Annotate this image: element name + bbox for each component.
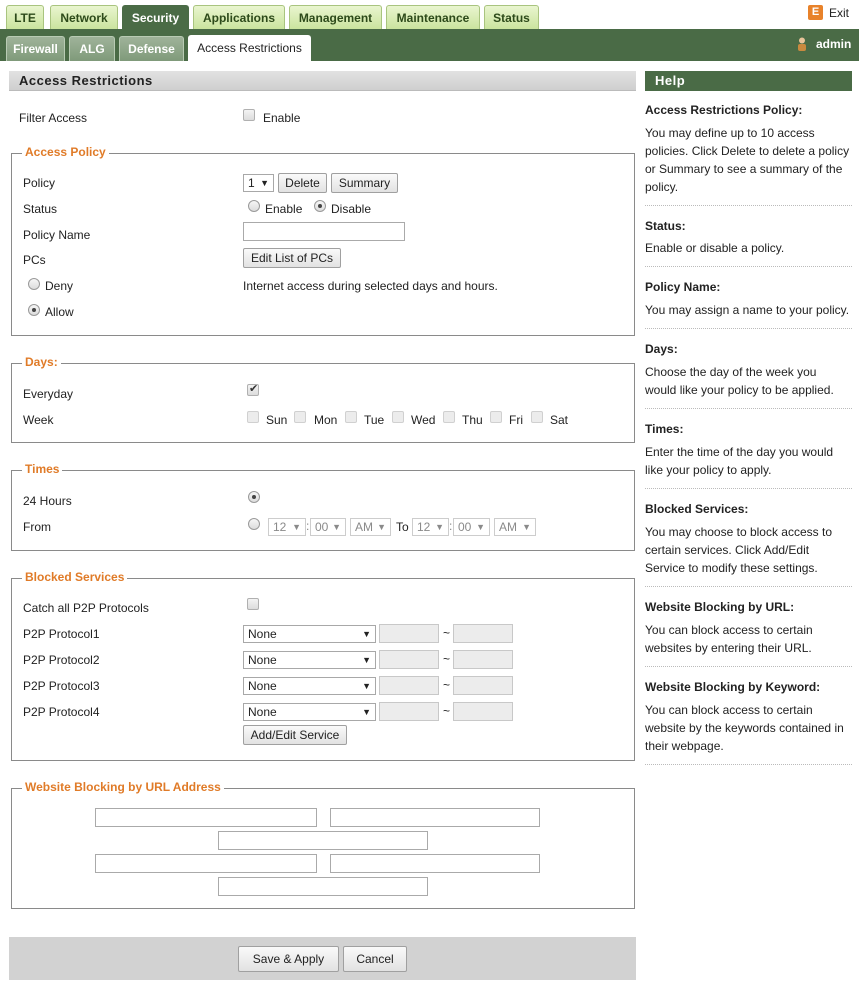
url-input-6[interactable] <box>218 877 428 896</box>
subtab-access-restrictions[interactable]: Access Restrictions <box>188 35 311 61</box>
from-label: From <box>23 520 51 534</box>
deny-label: Deny <box>45 279 74 293</box>
help-divider <box>645 666 852 667</box>
filter-access-label: Filter Access <box>19 111 88 125</box>
tab-lte[interactable]: LTE <box>6 5 44 30</box>
subtab-defense[interactable]: Defense <box>119 36 184 61</box>
sun-label: Sun <box>266 413 288 427</box>
filter-enable-label: Enable <box>263 111 301 125</box>
p2p-protocol2-select[interactable]: None ▼ <box>243 651 376 669</box>
thu-checkbox[interactable] <box>443 411 455 423</box>
help-section-title: Status: <box>645 219 686 233</box>
user-icon <box>797 37 807 51</box>
times-legend: Times <box>22 462 62 476</box>
p2p-protocol4-label: P2P Protocol4 <box>23 705 100 719</box>
url-input-1[interactable] <box>95 808 317 827</box>
help-section-title: Website Blocking by URL: <box>645 600 795 614</box>
pcs-label: PCs <box>23 253 46 267</box>
delete-button[interactable]: Delete <box>278 173 327 193</box>
help-section-text: Enable or disable a policy. <box>645 241 785 255</box>
help-section-text: You can block access to certain websites by entering their URL. <box>645 623 813 655</box>
sat-checkbox[interactable] <box>531 411 543 423</box>
edit-list-of-pcs-button[interactable]: Edit List of PCs <box>243 248 341 268</box>
fri-checkbox[interactable] <box>490 411 502 423</box>
week-label: Week <box>23 413 54 427</box>
deny-radio[interactable] <box>28 278 40 290</box>
url-input-2[interactable] <box>330 808 540 827</box>
p2p-protocol4-port-end[interactable] <box>453 702 513 721</box>
to-colon: : <box>449 519 453 533</box>
p2p-protocol3-label: P2P Protocol3 <box>23 679 100 693</box>
help-section-title: Times: <box>645 422 684 436</box>
days-group <box>11 355 635 443</box>
admin-user-label: admin <box>816 37 852 51</box>
exit-icon[interactable]: E <box>808 5 823 20</box>
page-title: Access Restrictions <box>9 71 636 91</box>
from-hour-select[interactable]: 12 ▼ <box>268 518 306 536</box>
status-label: Status <box>23 202 58 216</box>
internet-access-text: Internet access during selected days and hours. <box>243 279 498 293</box>
help-section-text: You may define up to 10 access policies. Click Delete to delete a policy or Summary to see a summary of the policy. <box>645 126 850 194</box>
tilde: ~ <box>443 678 451 692</box>
to-label: To <box>396 520 409 534</box>
p2p-protocol3-port-start[interactable] <box>379 676 439 695</box>
mon-checkbox[interactable] <box>294 411 306 423</box>
subtab-alg[interactable]: ALG <box>69 36 115 61</box>
blocked-services-legend: Blocked Services <box>22 570 127 584</box>
help-section-text: You may assign a name to your policy. <box>645 303 850 317</box>
help-section-text: You can block access to certain website by the keywords contained in their webpage. <box>645 703 844 753</box>
days-legend: Days: <box>22 355 61 369</box>
policy-label: Policy <box>23 176 56 190</box>
from-minute-select[interactable]: 00 ▼ <box>310 518 346 536</box>
status-disable-label: Disable <box>331 202 372 216</box>
sat-label: Sat <box>550 413 569 427</box>
help-section-title: Website Blocking by Keyword: <box>645 680 821 694</box>
help-section-title: Policy Name: <box>645 280 721 294</box>
help-divider <box>645 266 852 267</box>
24-hours-radio[interactable] <box>248 491 260 503</box>
to-minute-select[interactable]: 00 ▼ <box>453 518 490 536</box>
tab-management[interactable]: Management <box>289 5 382 30</box>
filter-access-checkbox[interactable] <box>243 109 255 121</box>
help-divider <box>645 408 852 409</box>
allow-label: Allow <box>45 305 74 319</box>
subtab-firewall[interactable]: Firewall <box>6 36 65 61</box>
tilde: ~ <box>443 626 451 640</box>
url-input-3[interactable] <box>218 831 428 850</box>
thu-label: Thu <box>462 413 483 427</box>
help-section-text: Enter the time of the day you would like your policy to apply. <box>645 445 834 477</box>
help-divider <box>645 328 852 329</box>
help-section-title: Access Restrictions Policy: <box>645 103 803 117</box>
p2p-protocol4-port-start[interactable] <box>379 702 439 721</box>
p2p-protocol3-port-end[interactable] <box>453 676 513 695</box>
summary-button[interactable]: Summary <box>331 173 398 193</box>
status-enable-label: Enable <box>265 202 303 216</box>
everyday-checkbox[interactable] <box>247 384 259 396</box>
url-input-4[interactable] <box>95 854 317 873</box>
p2p-protocol3-select[interactable]: None ▼ <box>243 677 376 695</box>
wed-label: Wed <box>411 413 436 427</box>
to-ampm-select[interactable]: AM ▼ <box>494 518 536 536</box>
tue-label: Tue <box>364 413 385 427</box>
status-disable-radio[interactable] <box>314 200 326 212</box>
from-colon: : <box>306 519 310 533</box>
tab-security[interactable]: Security <box>122 5 189 30</box>
exit-link[interactable]: Exit <box>829 6 850 20</box>
status-enable-radio[interactable] <box>248 200 260 212</box>
tilde: ~ <box>443 704 451 718</box>
cancel-button[interactable]: Cancel <box>343 946 407 972</box>
to-hour-select[interactable]: 12 ▼ <box>412 518 449 536</box>
tab-network[interactable]: Network <box>50 5 118 30</box>
catch-all-p2p-checkbox[interactable] <box>247 598 259 610</box>
help-section-title: Days: <box>645 342 678 356</box>
catch-all-p2p-label: Catch all P2P Protocols <box>23 601 149 615</box>
p2p-protocol1-select[interactable]: None ▼ <box>243 625 376 643</box>
p2p-protocol4-select[interactable]: None ▼ <box>243 703 376 721</box>
url-input-5[interactable] <box>330 854 540 873</box>
help-divider <box>645 586 852 587</box>
p2p-protocol2-port-start[interactable] <box>379 650 439 669</box>
help-divider <box>645 488 852 489</box>
tue-checkbox[interactable] <box>345 411 357 423</box>
from-ampm-select[interactable]: AM ▼ <box>350 518 391 536</box>
policy-select[interactable]: 1 ▼ <box>243 174 274 192</box>
help-title: Help <box>645 71 852 91</box>
sun-checkbox[interactable] <box>247 411 259 423</box>
access-policy-legend: Access Policy <box>22 145 109 159</box>
tab-applications[interactable]: Applications <box>193 5 285 30</box>
allow-radio[interactable] <box>28 304 40 316</box>
from-radio[interactable] <box>248 518 260 530</box>
tab-status[interactable]: Status <box>484 5 539 30</box>
p2p-protocol2-port-end[interactable] <box>453 650 513 669</box>
p2p-protocol1-label: P2P Protocol1 <box>23 627 100 641</box>
add-edit-service-button[interactable]: Add/Edit Service <box>243 725 347 745</box>
tab-maintenance[interactable]: Maintenance <box>386 5 480 30</box>
save-apply-button[interactable]: Save & Apply <box>238 946 339 972</box>
p2p-protocol2-label: P2P Protocol2 <box>23 653 100 667</box>
policy-name-input[interactable] <box>243 222 405 241</box>
tilde: ~ <box>443 652 451 666</box>
24-hours-label: 24 Hours <box>23 494 72 508</box>
everyday-label: Everyday <box>23 387 74 401</box>
mon-label: Mon <box>314 413 338 427</box>
url-blocking-legend: Website Blocking by URL Address <box>22 780 224 794</box>
fri-label: Fri <box>509 413 523 427</box>
help-divider <box>645 205 852 206</box>
help-section-text: Choose the day of the week you would like your policy to be applied. <box>645 365 834 397</box>
policy-name-label: Policy Name <box>23 228 91 242</box>
help-divider <box>645 764 852 765</box>
help-section-title: Blocked Services: <box>645 502 749 516</box>
times-group <box>11 462 635 551</box>
p2p-protocol1-port-start[interactable] <box>379 624 439 643</box>
help-section-text: You may choose to block access to certain services. Click Add/Edit Service to modify these settings. <box>645 525 832 575</box>
wed-checkbox[interactable] <box>392 411 404 423</box>
p2p-protocol1-port-end[interactable] <box>453 624 513 643</box>
